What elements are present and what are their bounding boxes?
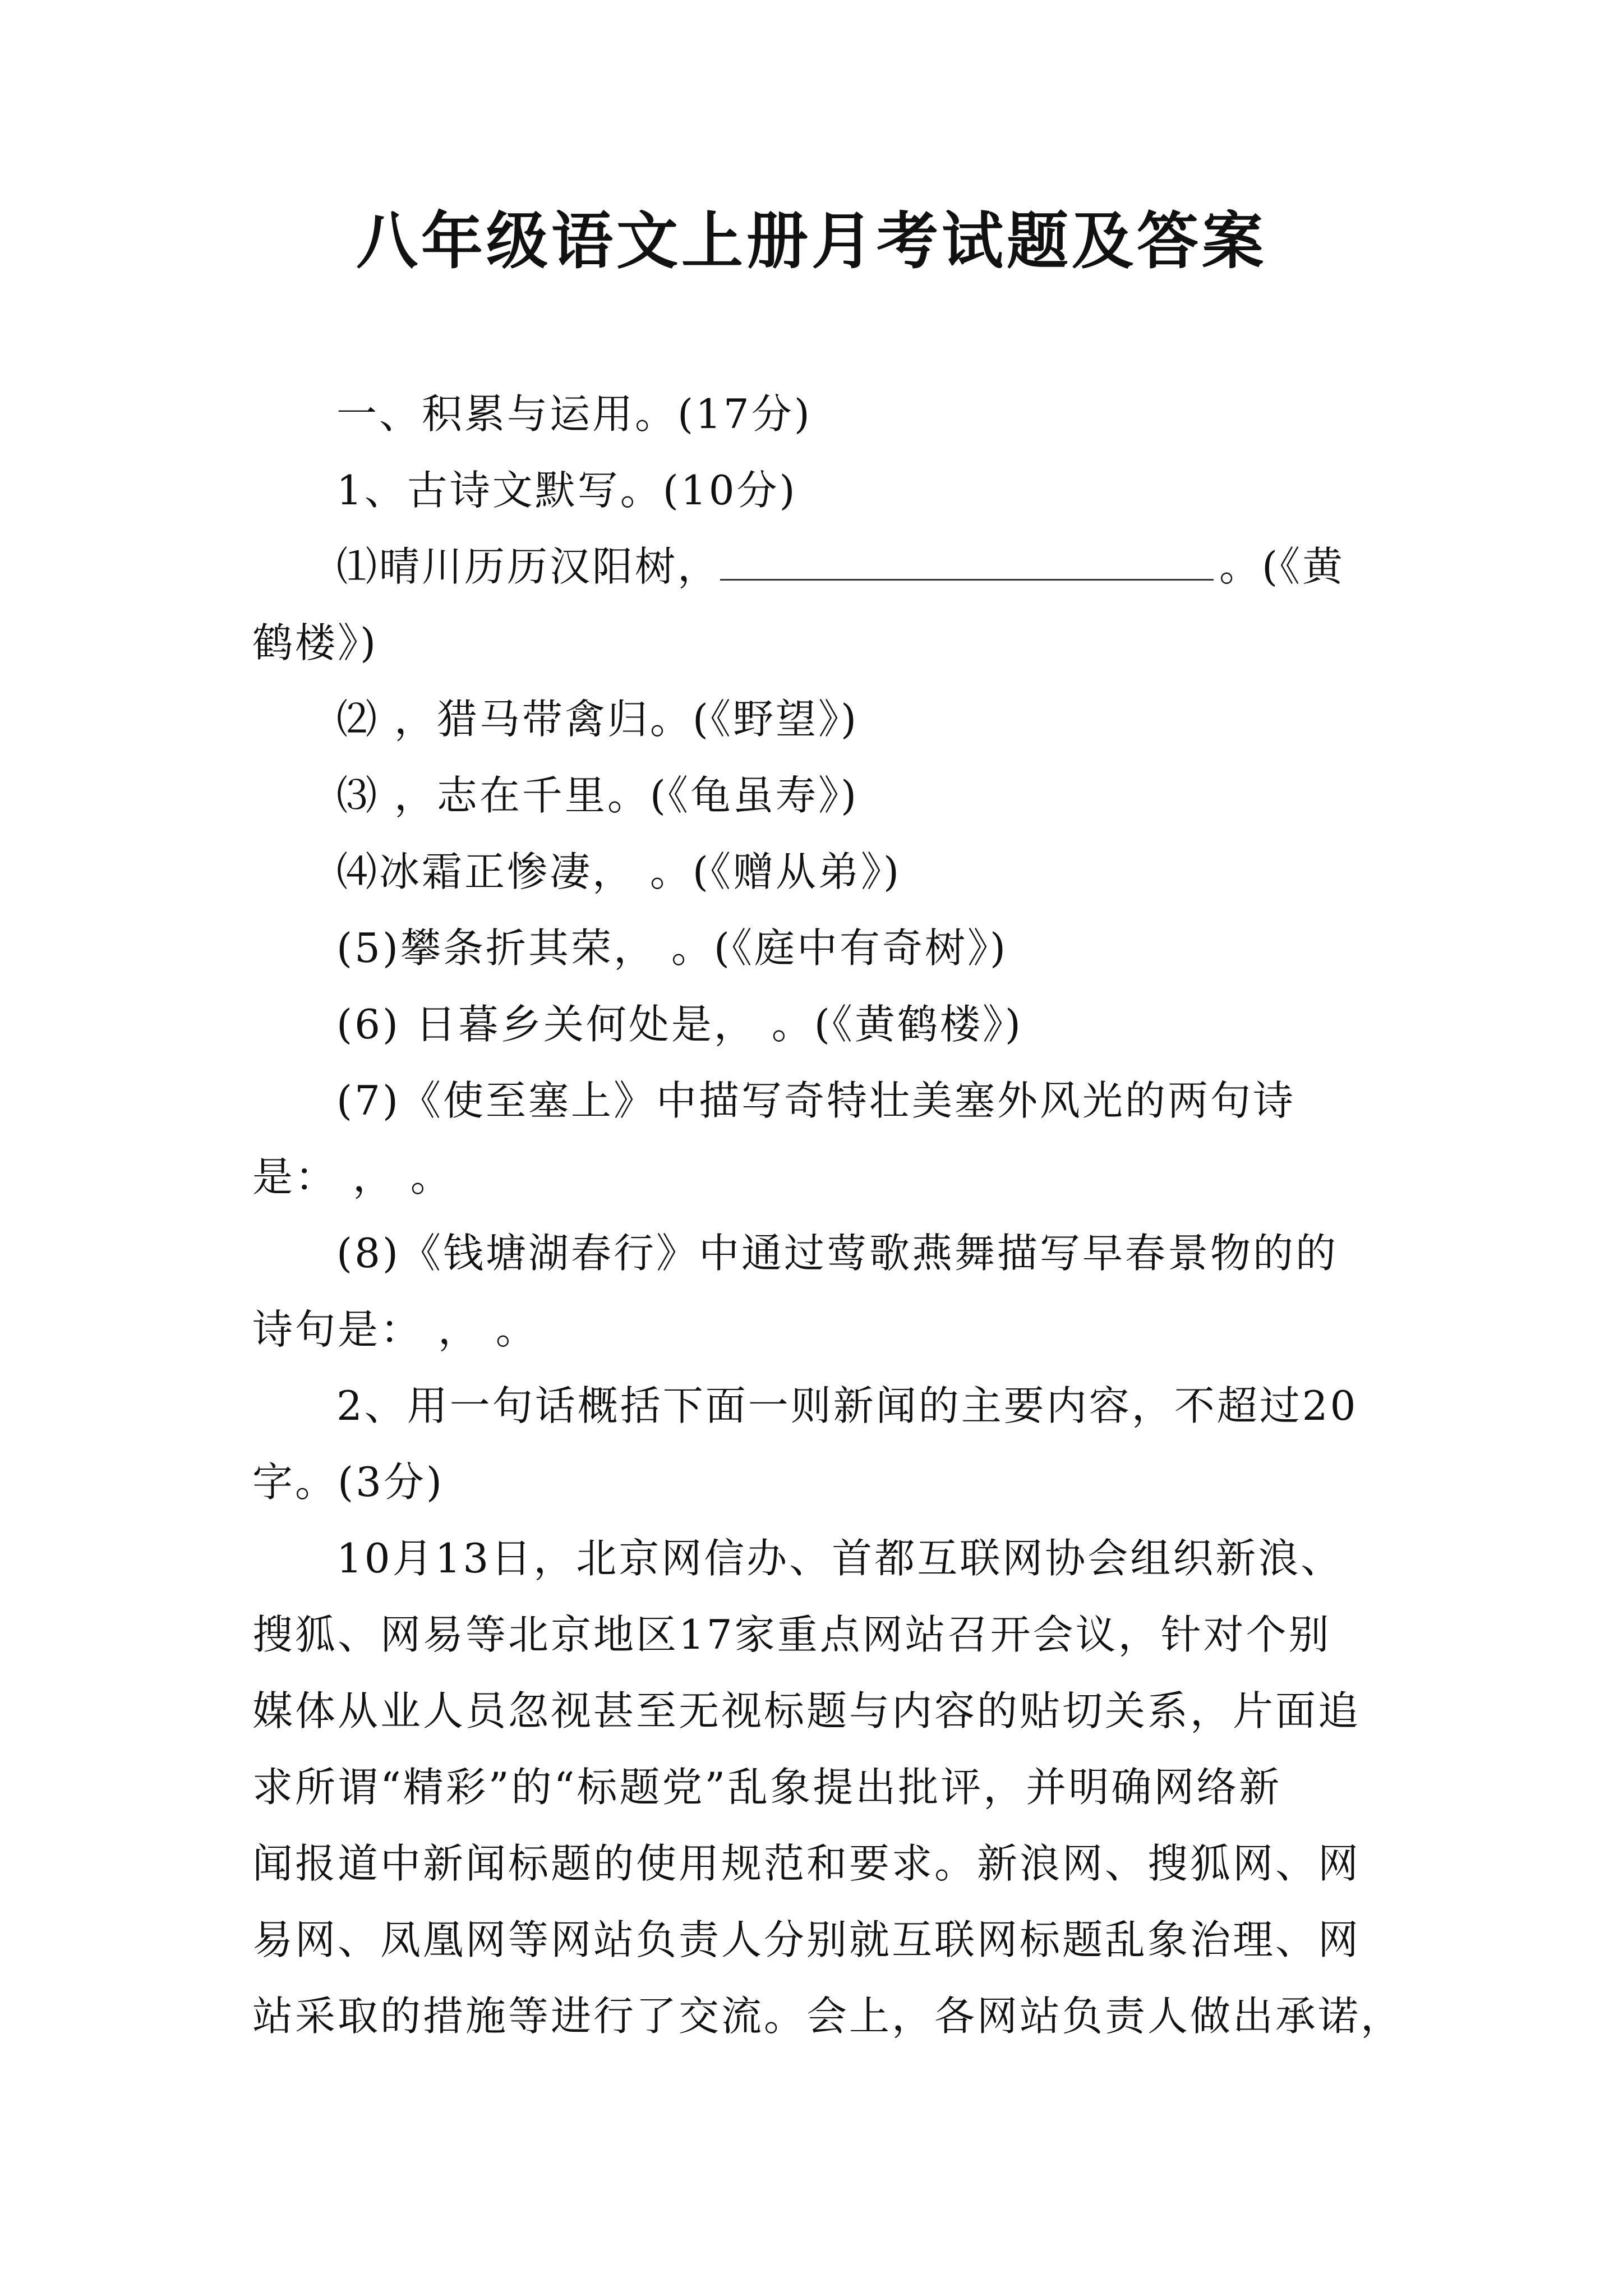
question-line: 诗句是： ， 。 (252, 1306, 538, 1353)
news-paragraph-line: 易网、凤凰网等网站负责人分别就互联网标题乱象治理、网 (252, 1916, 1361, 1963)
answer-blank[interactable] (720, 539, 1214, 581)
question-2-heading: 2、用一句话概括下面一则新闻的主要内容，不超过20 (336, 1382, 1358, 1429)
question-line: (6) 日暮乡关何处是， 。(《黄鹤楼》) (336, 1001, 1023, 1048)
question-line: ⑷冰霜正惨凄， 。(《赠从弟》) (336, 848, 902, 895)
question-line: 鹤楼》) (252, 619, 379, 666)
question-line: (5)攀条折其荣， 。(《庭中有奇树》) (336, 924, 1008, 972)
news-paragraph-line: 求所谓“精彩”的“标题党”乱象提出批评，并明确网络新 (252, 1764, 1282, 1811)
news-paragraph-line: 媒体从业人员忽视甚至无视标题与内容的贴切关系，片面追 (252, 1687, 1361, 1734)
document-title: 八年级语文上册月考试题及答案 (356, 205, 1267, 277)
document-body (252, 376, 1404, 2054)
news-paragraph-line: 站采取的措施等进行了交流。会上，各网站负责人做出承诺， (252, 1993, 1404, 2040)
question-line: 是： ， 。 (252, 1153, 453, 1200)
news-paragraph-line: 闻报道中新闻标题的使用规范和要求。新浪网、搜狐网、网 (252, 1840, 1361, 1887)
section-heading: 一、积累与运用。(17分) (336, 390, 812, 438)
question-line: ⑵ ，猎马带禽归。(《野望》) (336, 696, 859, 743)
question-line: (8)《钱塘湖春行》中通过莺歌燕舞描写早春景物的的 (336, 1230, 1338, 1277)
question-line: (7)《使至塞上》中描写奇特壮美塞外风光的两句诗 (336, 1077, 1295, 1124)
question-1-heading: 1、古诗文默写。(10分) (336, 467, 797, 514)
question-line: ⑶ ，志在千里。(《龟虽寿》) (336, 772, 859, 819)
question-2-heading: 字。(3分) (252, 1458, 444, 1506)
news-paragraph-line: 搜狐、网易等北京地区17家重点网站召开会议，针对个别 (252, 1611, 1331, 1658)
news-paragraph-line: 10月13日，北京网信办、首都互联网协会组织新浪、 (336, 1535, 1344, 1582)
question-line: ⑴晴川历历汉阳树， 。(《黄 (252, 528, 1385, 605)
